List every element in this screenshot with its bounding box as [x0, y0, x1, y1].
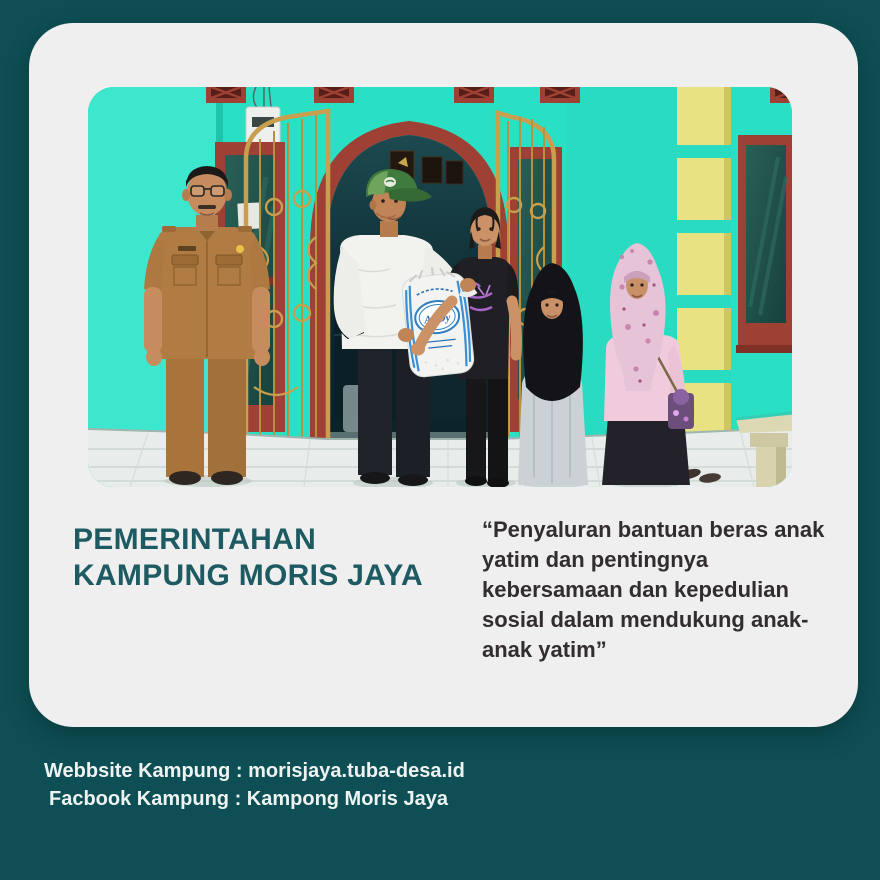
right-window [736, 135, 792, 353]
photo-scene [88, 87, 792, 487]
quote-text: “Penyaluran bantuan beras anak yatim dan pentingnya kebersamaan dan kepedulian sosial dalam mendukung anak-anak yatim” [482, 517, 825, 662]
facebook-link: Facbook Kampung : Kampong Moris Jaya [49, 788, 448, 810]
poster-card [29, 23, 858, 727]
page-title [73, 522, 423, 594]
website-link: Webbsite Kampung : morisjaya.tuba-desa.id [44, 760, 465, 782]
rice-sack-label: AuDy [423, 311, 452, 327]
donation-photo [88, 87, 792, 487]
footer-links [44, 757, 465, 813]
title-line-2: KAMPUNG MORIS JAYA [73, 559, 423, 592]
title-line-1: PEMERINTAHAN [73, 523, 317, 556]
